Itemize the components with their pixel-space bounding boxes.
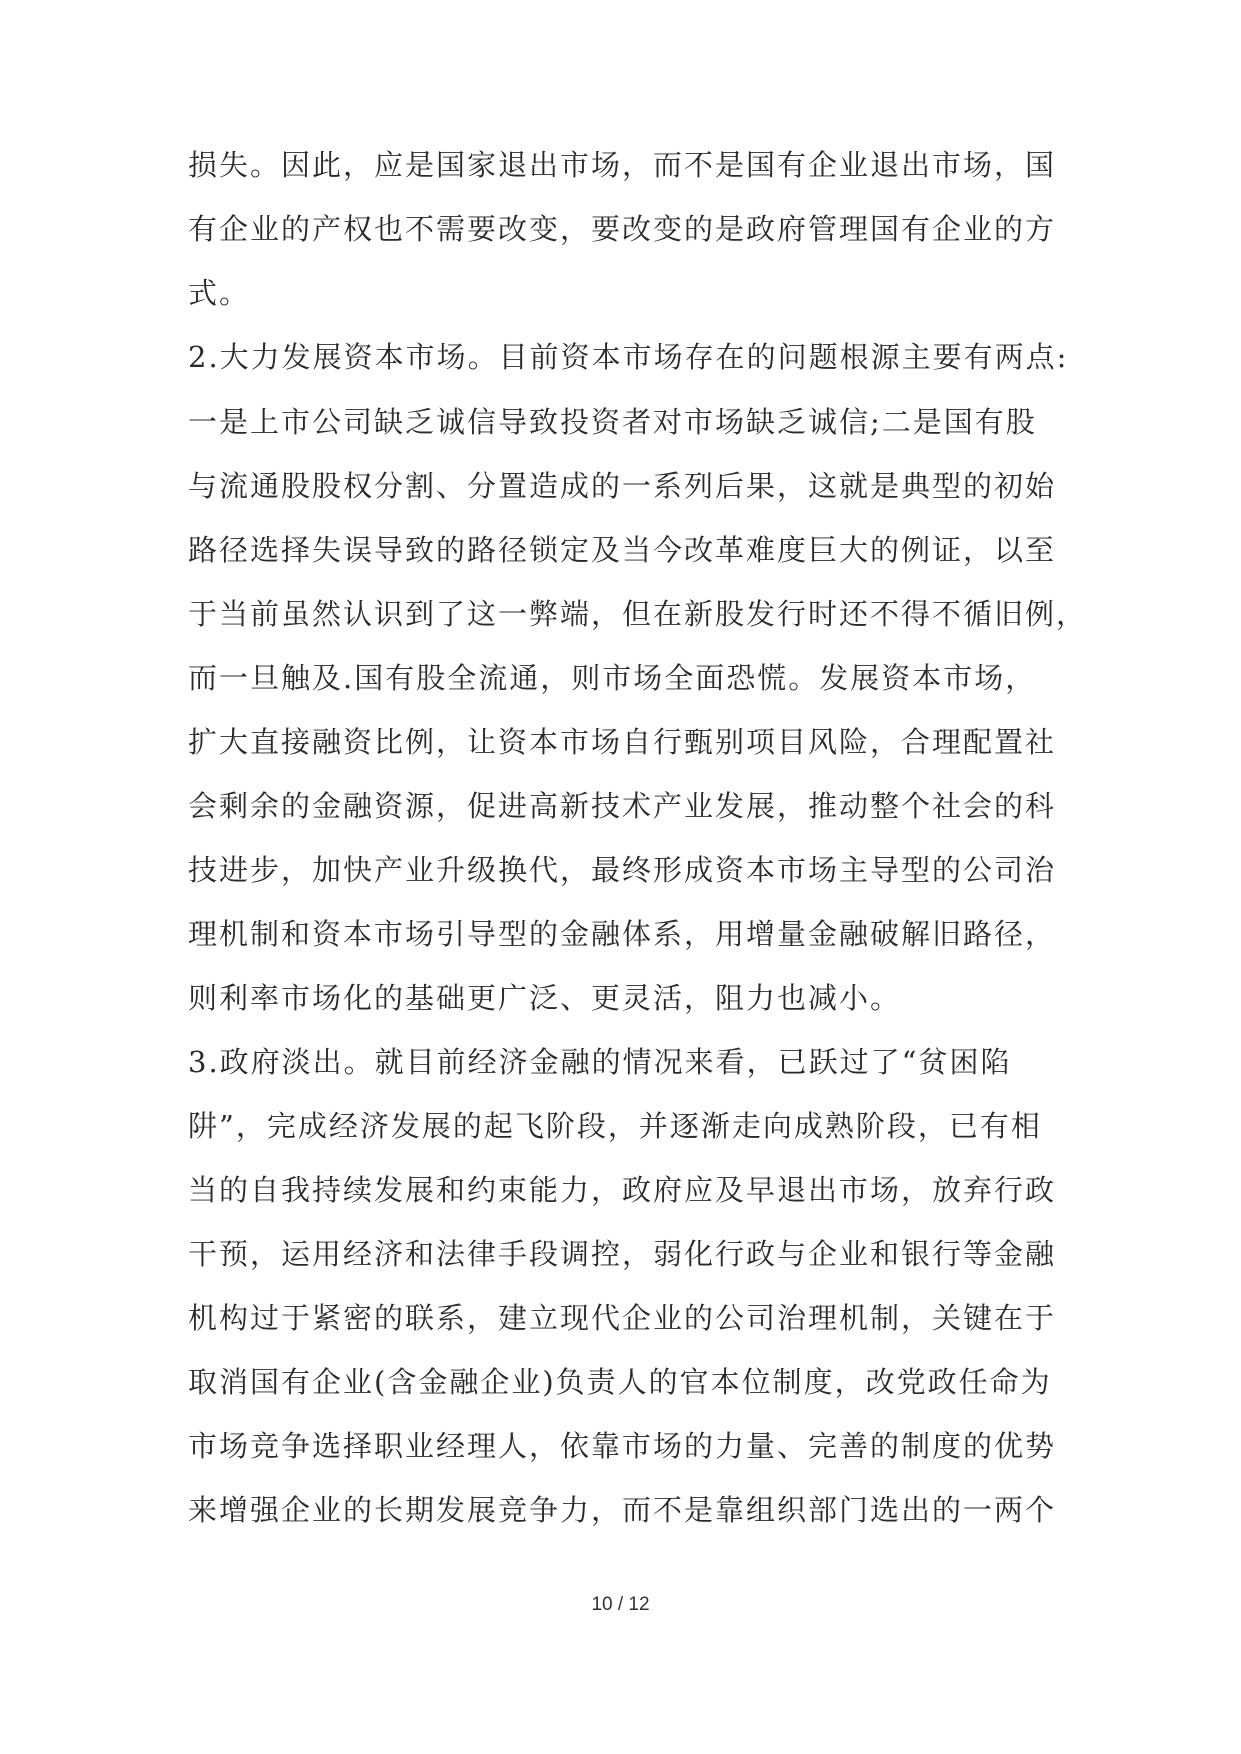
text-line: 与流通股股权分割、分置造成的一系列后果，这就是典型的初始 (188, 469, 1057, 503)
text-line: 路径选择失误导致的路径锁定及当今改革难度巨大的例证，以至 (188, 533, 1057, 567)
text-line: 而一旦触及.国有股全流通，则市场全面恐慌。发展资本市场， (188, 661, 1037, 695)
text-line: 则利率市场化的基础更广泛、更灵活，阻力也减小。 (188, 981, 902, 1015)
text-line: 机构过于紧密的联系，建立现代企业的公司治理机制，关键在于 (188, 1301, 1057, 1335)
text-line: 损失。因此，应是国家退出市场，而不是国有企业退出市场，国 (188, 148, 1057, 182)
text-line: 取消国有企业(含金融企业)负责人的官本位制度，改党政任命为 (188, 1365, 1052, 1399)
text-line: 当的自我持续发展和约束能力，政府应及早退出市场，放弃行政 (188, 1173, 1057, 1207)
text-line: 式。 (188, 276, 251, 310)
text-line: 扩大直接融资比例，让资本市场自行甄别项目风险，合理配置社 (188, 725, 1057, 759)
text-line: 理机制和资本市场引导型的金融体系，用增量金融破解旧路径， (188, 917, 1057, 951)
text-line: 阱”，完成经济发展的起飞阶段，并逐渐走向成熟阶段，已有相 (188, 1109, 1042, 1143)
text-line: 2.大力发展资本市场。目前资本市场存在的问题根源主要有两点: (188, 340, 1069, 374)
text-line: 市场竞争选择职业经理人，依靠市场的力量、完善的制度的优势 (188, 1429, 1057, 1463)
text-line: 来增强企业的长期发展竞争力，而不是靠组织部门选出的一两个 (188, 1493, 1057, 1527)
text-line: 技进步，加快产业升级换代，最终形成资本市场主导型的公司治 (188, 853, 1057, 887)
text-line: 有企业的产权也不需要改变，要改变的是政府管理国有企业的方 (188, 212, 1057, 246)
text-line: 会剩余的金融资源，促进高新技术产业发展，推动整个社会的科 (188, 789, 1057, 823)
text-line: 干预，运用经济和法律手段调控，弱化行政与企业和银行等金融 (188, 1237, 1057, 1271)
page-number: 10 / 12 (591, 1594, 650, 1615)
text-line: 3.政府淡出。就目前经济金融的情况来看，已跃过了“贫困陷 (188, 1045, 1012, 1079)
text-line: 于当前虽然认识到了这一弊端，但在新股发行时还不得不循旧例， (188, 597, 1088, 631)
text-line: 一是上市公司缺乏诚信导致投资者对市场缺乏诚信;二是国有股 (188, 405, 1037, 439)
